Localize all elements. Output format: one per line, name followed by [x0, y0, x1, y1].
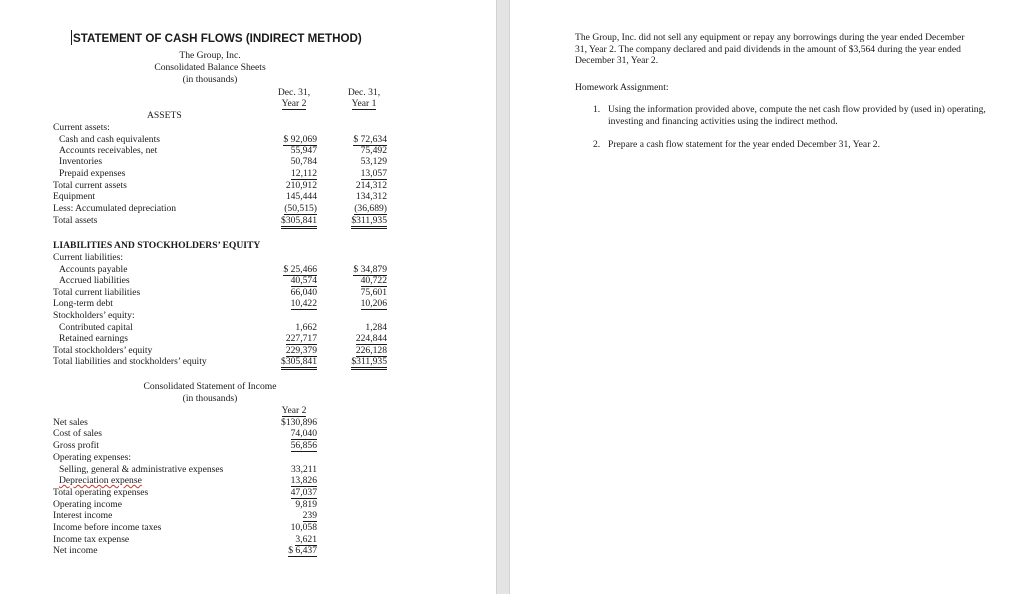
liab-row-value-y1: 224,844: [355, 333, 387, 344]
income-row-label: Gross profit: [53, 440, 100, 451]
assets-row-value-y2: $ 92,069: [283, 134, 317, 145]
assets-row-label: Equipment: [53, 191, 96, 202]
liab-row-label: Retained earnings: [59, 333, 128, 344]
liab-row-label: Accounts payable: [59, 264, 128, 275]
assets-row-label: Current assets:: [53, 122, 110, 133]
liab-row-label: Long-term debt: [53, 298, 113, 309]
income-row-value: 74,040: [290, 428, 317, 439]
assets-row-value-y1: $ 72,634: [353, 134, 387, 145]
liab-row-label: Accrued liabilities: [59, 275, 130, 286]
income-row-label: Total operating expenses: [53, 487, 149, 498]
liab-row-value-y1: $ 34,879: [353, 264, 387, 275]
assets-row-value-y2: 145,444: [285, 191, 317, 202]
liab-row-label: Total current liabilities: [53, 287, 141, 298]
income-row-label: Interest income: [53, 510, 113, 521]
assets-row-label: Accounts receivables, net: [59, 145, 158, 156]
income-row-label: Selling, general & administrative expenses: [59, 464, 224, 475]
assets-row-value-y2: 12,112: [290, 168, 317, 179]
document-title: STATEMENT OF CASH FLOWS (INDIRECT METHOD): [73, 32, 362, 45]
assets-row-value-y1: 13,057: [360, 168, 387, 179]
income-row-value: 33,211: [290, 464, 317, 475]
homework-heading: Homework Assignment:: [575, 82, 669, 93]
assets-row-value-y2: (50,515): [284, 203, 317, 214]
income-row-value: $130,896: [281, 417, 317, 428]
col-header-year2-line2: Year 2: [281, 98, 307, 109]
liab-row-label: Contributed capital: [59, 322, 133, 333]
liab-row-value-y2: 66,040: [290, 287, 317, 298]
assets-row-value-y2: 50,784: [290, 156, 317, 167]
income-statement-units: (in thousands): [182, 393, 238, 404]
liab-row-value-y1: 10,206: [360, 298, 387, 309]
assets-row-value-y2: 210,912: [285, 180, 317, 191]
liab-row-value-y1: 40,722: [360, 275, 387, 286]
intro-paragraph: The Group, Inc. did not sell any equipment or repay any borrowings during the year ended December 31, Year 2. The company declared and paid dividends in the amount of $3,564 during the year ended December 31, Year 2.: [575, 32, 965, 66]
col-header-year1-line2: Year 1: [351, 98, 377, 109]
income-row-value: 239: [302, 510, 317, 521]
income-row-label: Operating income: [53, 499, 122, 510]
income-row-label: Net sales: [53, 417, 88, 428]
col-header-year2-line1: Dec. 31,: [277, 87, 311, 98]
assets-row-value-y1: 75,492: [360, 145, 387, 156]
assets-row-label: Total current assets: [53, 180, 127, 191]
income-row-label: Income before income taxes: [53, 522, 162, 533]
income-row-value: 10,058: [290, 522, 317, 533]
assets-row-value-y1: 53,129: [360, 156, 387, 167]
liab-row-value-y2: 229,379: [285, 345, 317, 356]
page-gutter: [496, 0, 510, 594]
income-row-value: 56,856: [290, 440, 317, 451]
assets-heading: ASSETS: [147, 110, 182, 121]
balance-sheet-units: (in thousands): [182, 74, 238, 85]
assets-row-label: Total assets: [53, 215, 98, 226]
liab-row-value-y2: 10,422: [290, 298, 317, 309]
assets-row-label: Less: Accumulated depreciation: [53, 203, 177, 214]
col-header-year1-line1: Dec. 31,: [347, 87, 381, 98]
liab-row-value-y2: 40,574: [290, 275, 317, 286]
income-row-label: Income tax expense: [53, 534, 130, 545]
liab-row-value-y2: 1,662: [295, 322, 317, 333]
liab-row-label: Stockholders’ equity:: [53, 310, 135, 321]
assets-row-value-y2: $305,841: [260, 215, 317, 226]
assets-row-label: Inventories: [59, 156, 103, 167]
liab-row-label: Current liabilities:: [53, 252, 124, 263]
liab-row-value-y2: $305,841: [260, 356, 317, 367]
liab-row-value-y2: 227,717: [285, 333, 317, 344]
list-number: 2.: [593, 139, 601, 150]
income-row-value: 3,621: [295, 534, 317, 545]
liab-row-value-y1: 226,128: [355, 345, 387, 356]
liabilities-heading: LIABILITIES AND STOCKHOLDERS’ EQUITY: [53, 240, 261, 251]
income-statement-name: Consolidated Statement of Income: [143, 381, 277, 392]
income-row-value: 13,826: [290, 475, 317, 486]
liab-row-label: Total liabilities and stockholders’ equity: [53, 356, 207, 367]
income-row-label: Operating expenses:: [53, 452, 132, 463]
income-row-label: Depreciation expense: [59, 475, 142, 486]
income-row-value: 47,037: [290, 487, 317, 498]
assets-row-value-y1: $311,935: [330, 215, 387, 226]
assets-row-value-y2: 55,947: [290, 145, 317, 156]
assets-row-label: Prepaid expenses: [59, 168, 126, 179]
liab-row-label: Total stockholders’ equity: [53, 345, 153, 356]
liab-row-value-y2: $ 25,466: [283, 264, 317, 275]
left-page: [0, 0, 496, 594]
balance-sheet-name: Consolidated Balance Sheets: [154, 62, 266, 73]
income-col-header: Year 2: [281, 405, 307, 416]
list-number: 1.: [593, 104, 601, 115]
assets-row-label: Cash and cash equivalents: [59, 134, 160, 145]
liab-row-value-y1: $311,935: [330, 356, 387, 367]
homework-item: Using the information provided above, compute the net cash flow provided by (used in) operating, investing and financing activities using the indirect method.: [608, 104, 986, 127]
company-name: The Group, Inc.: [179, 50, 241, 61]
text-cursor: [71, 30, 72, 45]
assets-row-value-y1: 214,312: [355, 180, 387, 191]
right-page: [510, 0, 1014, 594]
income-row-label: Net income: [53, 545, 98, 556]
homework-item: Prepare a cash flow statement for the year ended December 31, Year 2.: [608, 139, 880, 150]
liab-row-value-y1: 75,601: [360, 287, 387, 298]
income-row-value: $ 6,437: [288, 545, 317, 556]
liab-row-value-y1: 1,284: [365, 322, 387, 333]
assets-row-value-y1: (36,689): [354, 203, 387, 214]
assets-row-value-y1: 134,312: [355, 191, 387, 202]
income-row-label: Cost of sales: [53, 428, 103, 439]
income-row-value: 9,819: [295, 499, 317, 510]
